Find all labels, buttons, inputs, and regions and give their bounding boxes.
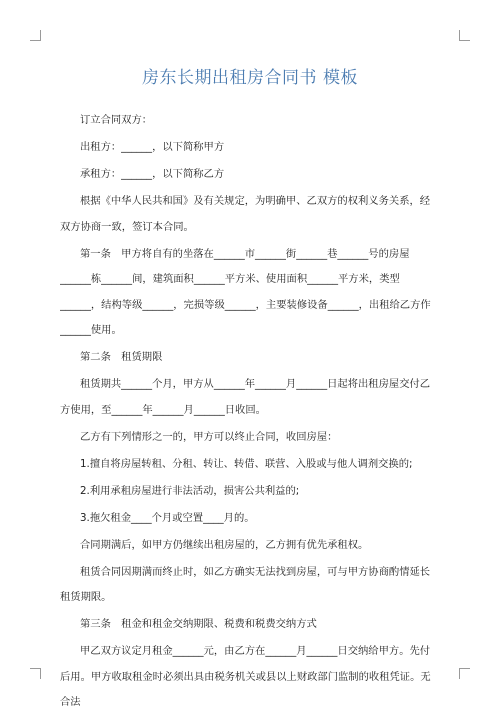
lessor-line: 出租方：______，以下简称甲方 (80, 141, 225, 153)
termination-item-1: 1.擅自将房屋转租、分租、转让、转借、联营、入股或与他人调剂交换的; (80, 457, 413, 470)
extension-paragraph: 租赁合同因期满而终止时，如乙方确实无法找到房屋，可与甲方协商酌情延长租赁期限。 (60, 565, 431, 603)
page-corner-mark-top-right (459, 30, 470, 41)
page-corner-mark-bottom-right (459, 668, 470, 679)
rent-payment-paragraph: 甲乙双方议定月租金______元，由乙方在______月______日交纳给甲方。先付后用。甲方收取租金时必须出具由税务机关或县以上财政部门监制的收租凭证。无合法 (60, 645, 431, 708)
document-body (60, 108, 440, 717)
termination-intro: 乙方有下列情形之一的，甲方可以终止合同，收回房屋： (80, 430, 338, 443)
termination-item-3: 3.拖欠租金____个月或空置____月的。 (80, 511, 255, 524)
intro-parties-heading: 订立合同双方： (80, 114, 153, 126)
lease-term-paragraph: 租赁期共______个月，甲方从______年______月______日起将出租房屋交付乙方使用，至______年______月______日收回。 (60, 378, 431, 416)
termination-item-2: 2.利用承租房屋进行非法活动，损害公共利益的; (80, 484, 300, 497)
renewal-priority-paragraph: 合同期满后，如甲方仍继续出租房屋的，乙方拥有优先承租权。 (80, 538, 369, 551)
lessee-line: 承租方：______，以下简称乙方 (80, 168, 225, 180)
article-1-paragraph: 第一条 甲方将自有的坐落在______市______街______巷______号的房屋______栋______间，建筑面积______平方米、使用面积______平方米，类型______，结构等级______，完损等级______，主要装修设备______，出租给乙方作______使用。 (60, 247, 431, 336)
document-title: 房东长期出租房合同书 模板 (142, 68, 358, 88)
article-3-heading: 第三条 租金和租金交纳期限、税费和税费交纳方式 (80, 618, 317, 630)
article-2-heading: 第二条 租赁期限 (80, 351, 163, 363)
preamble-paragraph: 根据《中华人民共和国》及有关规定，为明确甲、乙双方的权利义务关系，经双方协商一致，签订本合同。 (60, 195, 431, 233)
page-corner-mark-top-left (30, 30, 41, 41)
page-corner-mark-bottom-left (30, 668, 41, 679)
